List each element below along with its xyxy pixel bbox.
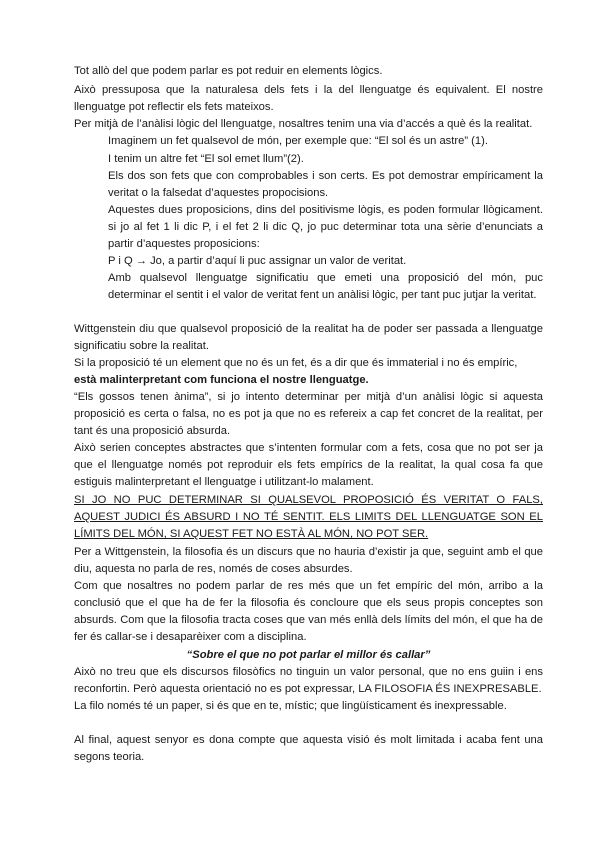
paragraph-logical-formulation: Aquestes dues proposicions, dins del positivisme lògis, es poden formular llògicament. si jo al fet 1 li dic P, i el fet 2 li dic Q, jo puc determinar tota una sèrie d’enunciats a partir d’aquestes proposicions: xyxy=(108,204,543,250)
paragraph-3: Per mitjà de l’anàlisi lògic del llenguatge, nosaltres tenim una via d’accés a què és la realitat. xyxy=(74,118,533,130)
paragraph-dogs-soul: “Els gossos tenen ànima”, si jo intento determinar per mitjà d’un anàlisi lògic si aquesta proposició es certa o falsa, no es pot ja que no es refereix a cap fet concret de la realitat, per tant és una proposició absurda. xyxy=(74,391,543,437)
paragraph-final: Al final, aquest senyor es dona compte que aquesta visió és molt limitada i acaba fent una segons teoria. xyxy=(74,734,543,763)
paragraph-2: Això pressuposa que la naturalesa dels fets i la del llenguatge és equivalent. El nostre llenguatge pot reflectir els fets mateixos. xyxy=(74,84,543,113)
bold-statement: està malinterpretant com funciona el nostre llenguatge. xyxy=(74,374,369,386)
paragraph-facts-verifiable: Els dos son fets que con comprobables i son certs. Es pot demostrar empíricament la veritat o la falsedat d’aquestes propocisions. xyxy=(108,170,543,199)
example-fact-2: I tenim un altre fet “El sol emet llum”(2). xyxy=(108,153,304,165)
paragraph-philosophy-discourse: Per a Wittgenstein, la filosofia és un discurs que no hauria d’existir ja que, seguint amb el que diu, aquesta no parla de res, només de coses absurdes. xyxy=(74,546,543,575)
paragraph-mystic-role: La filo només té un paper, si és que en te, místic; que lingüísticament és inexpressable. xyxy=(74,700,507,712)
paragraph-inexpressible: Això no treu que els discursos filosòfics no tinguin un valor personal, que no ens guiin i ens reconfortin. Però aquesta orientació no es pot expressar, LA FILOSOFIA ÉS INEXPRESABLE. xyxy=(74,666,543,695)
paragraph-wittgenstein: Wittgenstein diu que qualsevol proposició de la realitat ha de poder ser passada a llenguatge significatiu sobre la realitat. xyxy=(74,323,543,352)
example-fact-1: Imaginem un fet qualsevol de món, per exemple que: “El sol és un astre” (1). xyxy=(108,135,488,147)
paragraph-1: Tot allò del que podem parlar es pot reduir en elements lògics. xyxy=(74,65,383,77)
paragraph-non-fact: Si la proposició té un element que no és un fet, és a dir que és immaterial i no és empíric, xyxy=(74,357,518,369)
paragraph-abstract-concepts: Això serien conceptes abstractes que s’intenten formular com a fets, cosa que no pot ser ja que el llenguatge només pot reproduir els fets empírics de la realitat, la qual cosa fa que estiguis malinterpretant el llenguatge i utilitzant-lo malament. xyxy=(74,442,543,488)
underlined-statement: SI JO NO PUC DETERMINAR SI QUALSEVOL PROPOSICIÓ ÉS VERITAT O FALS, AQUEST JUDICI ÉS ABSURD I NO TÉ SENTIT. ELS LIMITS DEL LLENGUATGE SON EL LÍMITS DEL MÓN, SI AQUEST FET NO ESTÀ AL MÓN, NO POT SER. xyxy=(74,494,543,540)
quote-heading: “Sobre el que no pot parlar el millor és callar” xyxy=(186,649,431,661)
paragraph-meaningful-language: Amb qualsevol llenguatge significatiu que emeti una proposició del món, puc determinar el sentit i el valor de veritat fent un anàlisi lògic, per tant puc jutjar la veritat. xyxy=(108,272,543,301)
paragraph-p-and-q: P i Q → Jo, a partir d’aquí li puc assignar un valor de veritat. xyxy=(108,255,407,267)
paragraph-conclusion: Com que nosaltres no podem parlar de res més que un fet empíric del món, arribo a la conclusió que el que ha de fer la filosofia és concloure que els seus propis conceptes son absurds. Com que la filosofia tracta coses que van més enllà dels límits del món, el que ha de fer és callar-se i desaparèixer com a disciplina. xyxy=(74,580,543,643)
